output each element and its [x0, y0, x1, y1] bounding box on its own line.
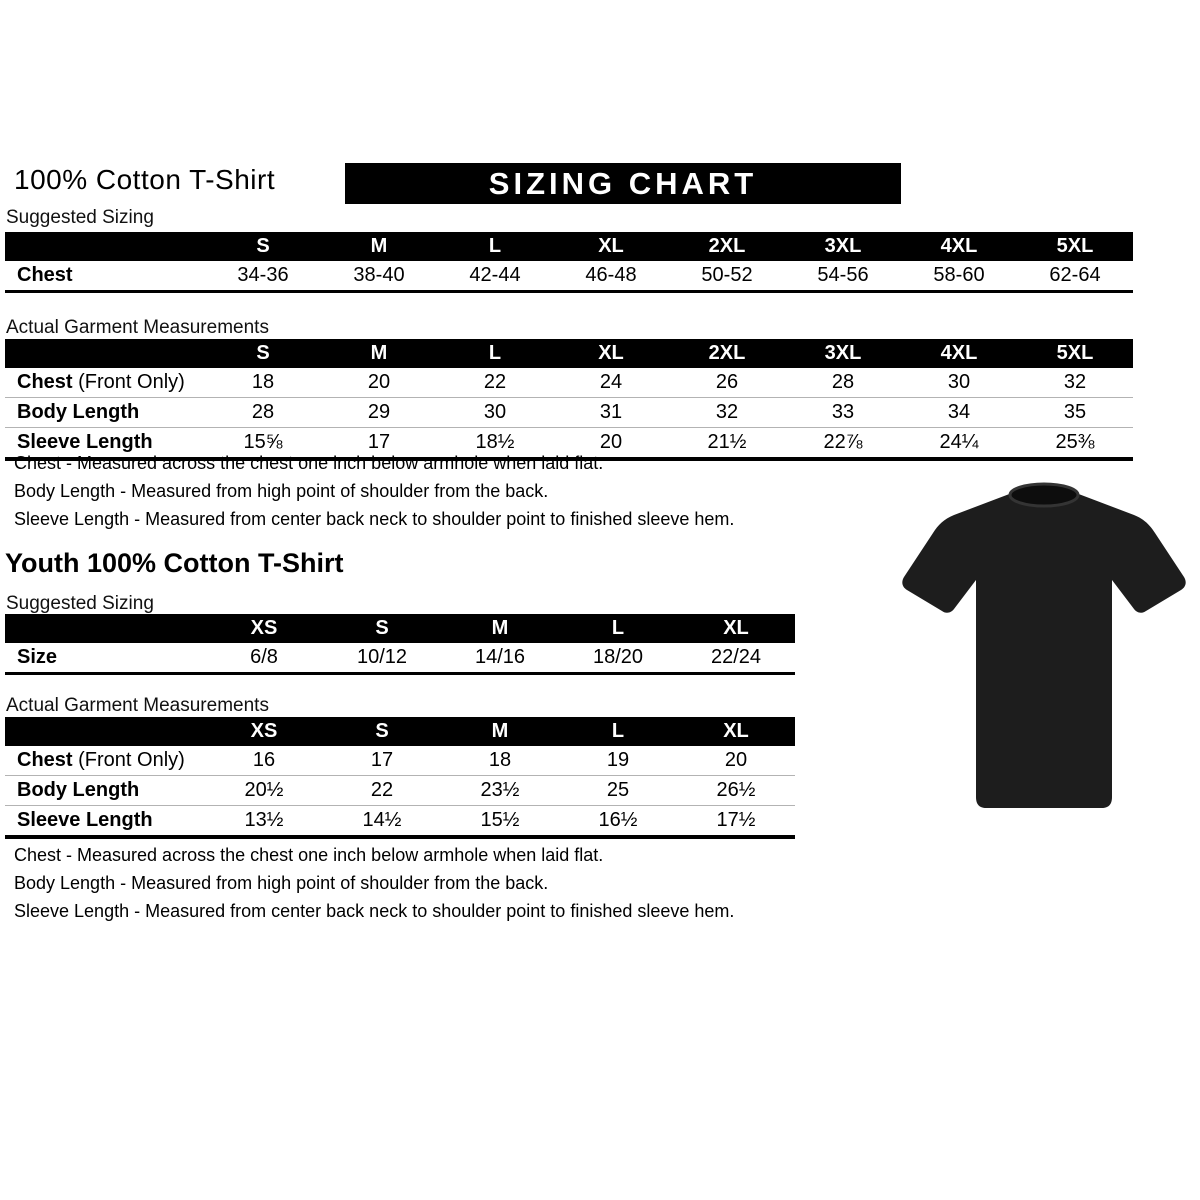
size-value-cell: 25: [559, 776, 677, 806]
size-column-header: 5XL: [1017, 339, 1133, 368]
size-value-cell: 46-48: [553, 261, 669, 292]
size-value-cell: 15⅝: [205, 428, 321, 460]
size-value-cell: 33: [785, 398, 901, 428]
size-column-header: 2XL: [669, 232, 785, 261]
size-value-cell: 18/20: [559, 643, 677, 674]
size-value-cell: 30: [947, 371, 971, 393]
row-label: Sleeve Length: [5, 806, 205, 838]
row-label-note: (Front Only): [72, 371, 185, 393]
table-row: [5, 806, 795, 838]
size-value-cell: 24: [599, 371, 623, 393]
sizing-table: [5, 339, 1133, 461]
size-value-cell: 15½: [441, 806, 559, 838]
note-sleeve-length: Sleeve Length - Measured from center back neck to shoulder point to finished sleeve hem.: [14, 901, 735, 921]
row-label: Sleeve Length: [5, 428, 205, 460]
size-value-cell: 32: [669, 398, 785, 428]
size-column-header: S: [205, 339, 321, 368]
size-column-header: S: [323, 717, 441, 746]
size-value-cell: 42-44: [437, 261, 553, 292]
size-value-cell: 28: [831, 371, 855, 393]
table-row: [5, 776, 795, 806]
youth-suggested-sizing-label: Suggested Sizing: [6, 593, 154, 614]
row-label: Body Length: [5, 398, 205, 428]
header-spacer: [5, 232, 205, 261]
sizing-chart-banner: SIZING CHART: [345, 163, 901, 204]
size-column-header: XS: [205, 614, 323, 643]
size-value-cell: 23½: [441, 776, 559, 806]
header-row: [5, 232, 1133, 261]
sizing-table: [5, 232, 1133, 293]
tshirt-image: [896, 477, 1192, 831]
row-label: Chest: [5, 261, 205, 292]
size-value-cell: 18: [251, 371, 275, 393]
youth-garment-measurements-label: Actual Garment Measurements: [6, 695, 269, 716]
size-value-cell: 58-60: [901, 261, 1017, 292]
sizing-table: [5, 717, 795, 839]
size-value-cell: 18½: [437, 428, 553, 460]
note-body-length: Body Length - Measured from high point of shoulder from the back.: [14, 873, 549, 893]
size-column-header: XL: [677, 717, 795, 746]
size-value-cell: 22: [323, 776, 441, 806]
note-body-length: Body Length - Measured from high point of shoulder from the back.: [14, 481, 549, 501]
size-column-header: 3XL: [785, 232, 901, 261]
header-spacer: [5, 614, 205, 643]
size-value-cell: 20: [724, 749, 748, 771]
size-value-cell: 54-56: [785, 261, 901, 292]
size-value-cell: 18: [488, 749, 512, 771]
size-value-cell: 34: [901, 398, 1017, 428]
size-column-header: L: [559, 717, 677, 746]
suggested-sizing-label: Suggested Sizing: [6, 207, 154, 228]
size-value-cell: 35: [1017, 398, 1133, 428]
size-value-cell: 26: [715, 371, 739, 393]
size-column-header: L: [437, 232, 553, 261]
header-row: [5, 717, 795, 746]
header-spacer: [5, 339, 205, 368]
size-value-cell: 21½: [669, 428, 785, 460]
youth-measurement-notes: [14, 845, 914, 929]
size-value-cell: 19: [606, 749, 630, 771]
size-value-cell: 38-40: [321, 261, 437, 292]
size-value-cell: 50-52: [669, 261, 785, 292]
size-value-cell: 26½: [677, 776, 795, 806]
size-column-header: S: [205, 232, 321, 261]
table-row: [5, 746, 795, 776]
sizing-table: [5, 614, 795, 675]
size-column-header: XL: [553, 232, 669, 261]
size-value-cell: 34-36: [205, 261, 321, 292]
table-row: [5, 368, 1133, 398]
size-value-cell: 16: [252, 749, 276, 771]
header-row: [5, 614, 795, 643]
size-value-cell: 20: [553, 428, 669, 460]
row-label: Chest (Front Only): [17, 371, 185, 393]
size-column-header: M: [321, 339, 437, 368]
size-column-header: M: [441, 717, 559, 746]
size-column-header: 3XL: [785, 339, 901, 368]
table-row: [5, 643, 795, 674]
size-column-header: XL: [553, 339, 669, 368]
size-column-header: S: [323, 614, 441, 643]
size-value-cell: 22⅞: [785, 428, 901, 460]
header-row: [5, 339, 1133, 368]
size-value-cell: 14½: [323, 806, 441, 838]
size-column-header: 5XL: [1017, 232, 1133, 261]
size-value-cell: 22/24: [677, 643, 795, 674]
youth-garment-table: [5, 717, 795, 839]
size-value-cell: 22: [483, 371, 507, 393]
size-value-cell: 10/12: [323, 643, 441, 674]
size-column-header: L: [437, 339, 553, 368]
size-value-cell: 6/8: [205, 643, 323, 674]
tshirt-body: [902, 493, 1185, 808]
header-spacer: [5, 717, 205, 746]
size-column-header: M: [321, 232, 437, 261]
note-chest: Chest - Measured across the chest one inch below armhole when laid flat.: [14, 453, 604, 473]
row-label: Body Length: [5, 776, 205, 806]
row-label: Chest (Front Only): [17, 749, 185, 771]
size-value-cell: 13½: [205, 806, 323, 838]
size-column-header: XL: [677, 614, 795, 643]
table-row: [5, 398, 1133, 428]
tshirt-collar: [1010, 484, 1078, 506]
row-label-note: (Front Only): [72, 749, 185, 771]
size-column-header: M: [441, 614, 559, 643]
size-value-cell: 24¼: [901, 428, 1017, 460]
youth-suggested-table: [5, 614, 795, 675]
table-row: [5, 261, 1133, 292]
size-column-header: 4XL: [901, 339, 1017, 368]
size-column-header: XS: [205, 717, 323, 746]
size-column-header: 4XL: [901, 232, 1017, 261]
size-value-cell: 17: [321, 428, 437, 460]
size-value-cell: 17½: [677, 806, 795, 838]
page-title: 100% Cotton T-Shirt: [14, 164, 276, 195]
adult-suggested-table: [5, 232, 1133, 293]
note-chest: Chest - Measured across the chest one inch below armhole when laid flat.: [14, 845, 604, 865]
size-value-cell: 14/16: [441, 643, 559, 674]
adult-measurement-notes: [14, 453, 914, 537]
note-sleeve-length: Sleeve Length - Measured from center back neck to shoulder point to finished sleeve hem.: [14, 509, 735, 529]
size-value-cell: 16½: [559, 806, 677, 838]
size-column-header: 2XL: [669, 339, 785, 368]
adult-garment-table: [5, 339, 1133, 461]
size-value-cell: 30: [437, 398, 553, 428]
size-value-cell: 32: [1063, 371, 1087, 393]
size-value-cell: 25⅜: [1017, 428, 1133, 460]
youth-title: Youth 100% Cotton T-Shirt: [5, 548, 344, 578]
size-value-cell: 17: [370, 749, 394, 771]
size-value-cell: 20: [367, 371, 391, 393]
size-value-cell: 29: [321, 398, 437, 428]
size-value-cell: 20½: [205, 776, 323, 806]
size-value-cell: 31: [553, 398, 669, 428]
size-column-header: L: [559, 614, 677, 643]
size-value-cell: 62-64: [1017, 261, 1133, 292]
row-label: Size: [5, 643, 205, 674]
size-value-cell: 28: [205, 398, 321, 428]
garment-measurements-label: Actual Garment Measurements: [6, 317, 269, 338]
